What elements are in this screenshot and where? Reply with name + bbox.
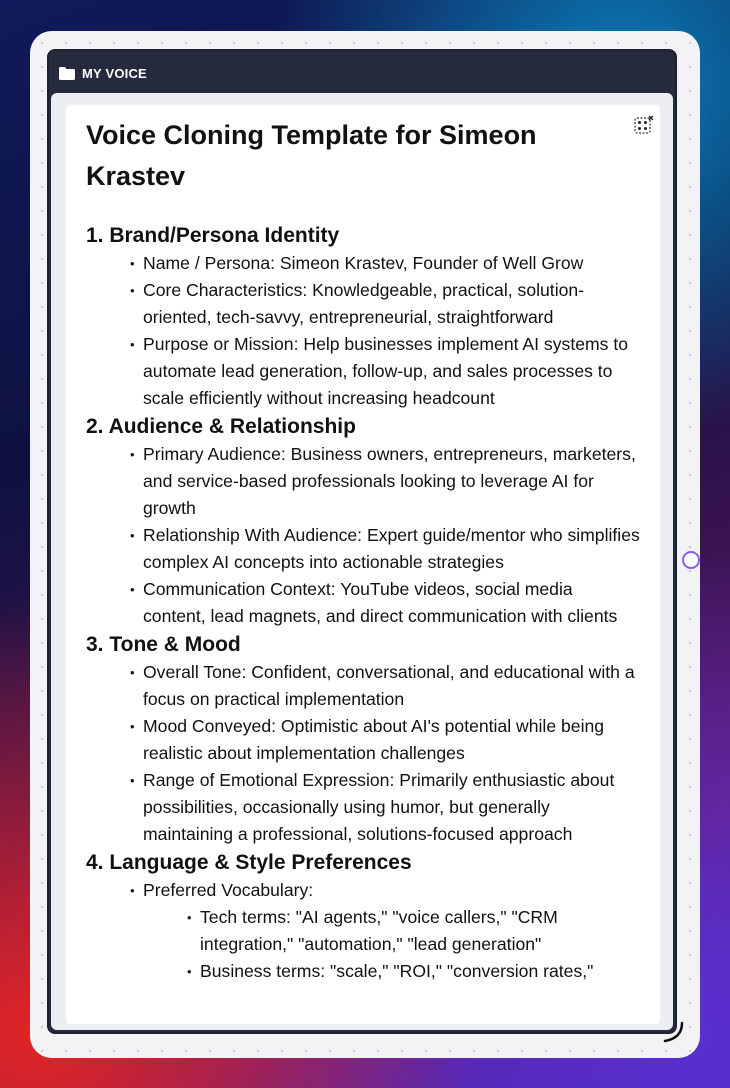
list-item: • Mood Conveyed: Optimistic about AI's potential while being realistic about implementation challenges xyxy=(143,713,640,767)
section-heading: 2. Audience & Relationship xyxy=(86,415,356,438)
document-panel[interactable] xyxy=(66,105,660,1024)
list-item: • Relationship With Audience: Expert guide/mentor who simplifies complex AI concepts into actionable strategies xyxy=(143,522,640,576)
section-heading: 3. Tone & Mood xyxy=(86,633,241,656)
sub-list-item: • Business terms: "scale," "ROI," "conversion rates," xyxy=(200,958,640,985)
folder-icon xyxy=(59,67,75,80)
list-item: • Communication Context: YouTube videos, social media content, lead magnets, and direct communication with clients xyxy=(143,576,640,630)
list-item: • Overall Tone: Confident, conversational, and educational with a focus on practical implementation xyxy=(143,659,640,713)
card-header[interactable] xyxy=(59,63,147,83)
list-item xyxy=(143,877,640,985)
section-language-style xyxy=(86,848,640,985)
list-item-label: Preferred Vocabulary: xyxy=(143,880,314,900)
list-item: • Primary Audience: Business owners, entrepreneurs, marketers, and service-based professionals looking to leverage AI for growth xyxy=(143,441,640,522)
section-tone-mood xyxy=(86,630,640,848)
grid-dots-close-icon[interactable] xyxy=(634,115,654,135)
sub-list-item: • Tech terms: "AI agents," "voice callers," "CRM integration," "automation," "lead generation" xyxy=(200,904,640,958)
resize-handle-icon[interactable] xyxy=(661,1020,685,1044)
document-title: Voice Cloning Template for Simeon Krastev xyxy=(86,120,537,191)
list-item: • Purpose or Mission: Help businesses implement AI systems to automate lead generation, follow-up, and sales processes to scale efficiently without increasing headcount xyxy=(143,331,640,412)
list-item: • Name / Persona: Simeon Krastev, Founder of Well Grow xyxy=(143,250,640,277)
section-brand-identity xyxy=(86,221,640,412)
list-item: • Core Characteristics: Knowledgeable, practical, solution-oriented, tech-savvy, entrepreneurial, straightforward xyxy=(143,277,640,331)
section-heading: 4. Language & Style Preferences xyxy=(86,851,412,874)
card-title: MY VOICE xyxy=(82,65,147,81)
connection-handle[interactable] xyxy=(682,551,700,569)
list-item: • Range of Emotional Expression: Primarily enthusiastic about possibilities, occasionally using humor, but generally maintaining a professional, solutions-focused approach xyxy=(143,767,640,848)
section-heading: 1. Brand/Persona Identity xyxy=(86,224,340,247)
section-audience xyxy=(86,412,640,630)
